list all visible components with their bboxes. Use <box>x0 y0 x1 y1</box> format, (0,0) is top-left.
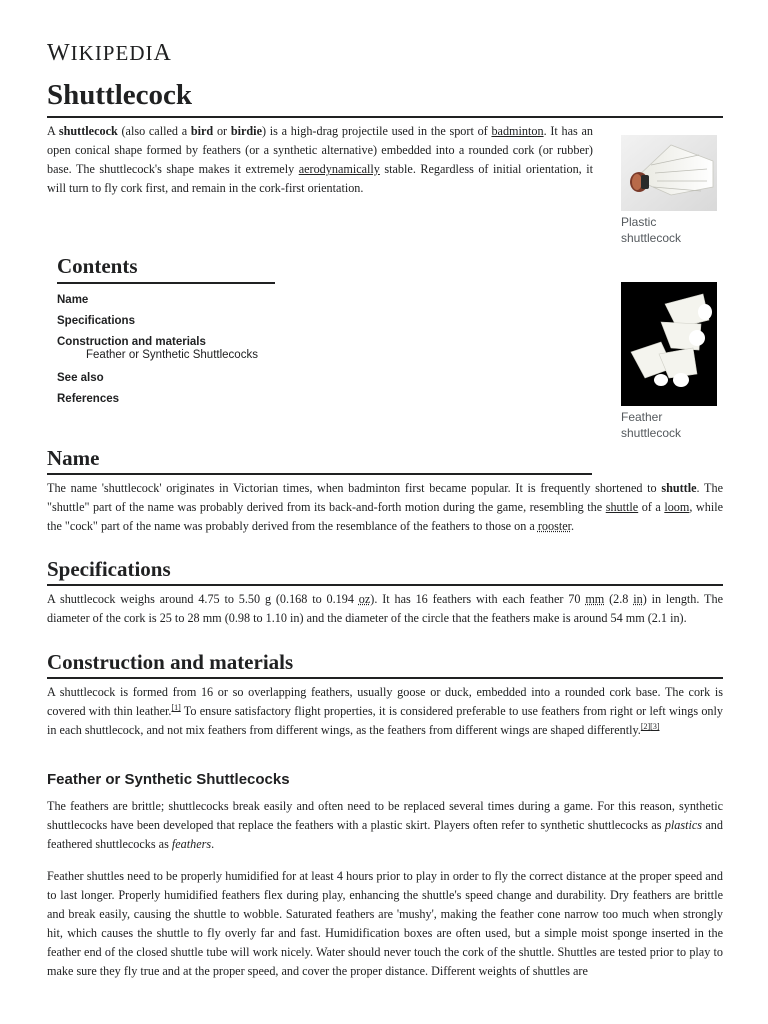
link-shuttle[interactable]: shuttle <box>605 500 639 514</box>
toc-item-references[interactable]: References <box>57 393 120 405</box>
reference-link[interactable]: [3] <box>650 721 660 731</box>
wordmark-middle: IKIPEDI <box>70 41 154 65</box>
reference-link[interactable]: [2] <box>640 721 651 731</box>
table-of-contents <box>57 252 275 410</box>
figure-feather-shuttlecock <box>621 282 717 441</box>
section-heading-specifications: Specifications <box>47 555 723 586</box>
section-heading-construction: Construction and materials <box>47 648 723 679</box>
intro-paragraph: A shuttlecock (also called a bird or birdie) is a high-drag projectile used in the sport of badminton. It has an open conical shape formed by feathers (or a synthetic alternative) embedded into a rounded cork (or rubber) base. The shuttlecock's shape makes it extremely aerodynamically stable. Regardless of initial orientation, it will turn to fly cork first, and remain in the cork-first orientation. <box>47 124 594 195</box>
figure-caption: Plastic shuttlecock <box>621 215 682 245</box>
construction-paragraph: A shuttlecock is formed from 16 or so overlapping feathers, usually goose or duck, embedded into a rounded cork base. The cork is covered with thin leather.[1] To ensure satisfactory flight properties, it is considered preferable to use feathers from right or left wings only in each shuttlecock, and not mix feathers from different wings, as the feathers from different wings are shaped differently.[2][3] <box>47 685 723 737</box>
toc-item-name[interactable]: Name <box>57 294 89 306</box>
page-title: Shuttlecock <box>47 76 723 118</box>
link-loom[interactable]: loom <box>664 500 690 514</box>
section-heading-name: Name <box>47 444 592 475</box>
link-aerodynamically[interactable]: aerodynamically <box>298 162 380 176</box>
link-rooster[interactable]: rooster <box>537 519 572 533</box>
feather-paragraph-2: Feather shuttles need to be properly humidified for at least 4 hours prior to play in order to fly the correct distance at the proper speed and to last longer. Properly humidified feathers flex during play, enhancing the shuttle's speed change and durability. Dry feathers are brittle and break easily, causing the shuttle to wobble. Saturated feathers are 'mushy', making the feather cone narrow too much when strongly hit, which causes the shuttle to fly overly far and fast. Humidification boxes are often used, but a simple moist sponge inserted in the feather end of the closed shuttle tube will work nicely. Water should never touch the cork of the shuttle. Shuttles are tested prior to play to make sure they fly true and at the proper speed, and cover the proper distance. Different weights of shuttles are <box>47 869 723 978</box>
toc-subitem-feather[interactable]: Feather or Synthetic Shuttlecocks <box>86 349 258 361</box>
bold-term: shuttlecock <box>58 124 118 138</box>
subsection-heading-feather: Feather or Synthetic Shuttlecocks <box>47 771 290 788</box>
wikipedia-wordmark[interactable] <box>47 40 172 67</box>
specifications-paragraph: A shuttlecock weighs around 4.75 to 5.50 g (0.168 to 0.194 oz). It has 16 feathers with each feather 70 mm (2.8 in) in length. The diameter of the cork is 25 to 28 mm (0.98 to 1.10 in) and the diameter of the circle that the feathers make is around 54 mm (2.1 in). <box>47 592 724 625</box>
link-in[interactable]: in <box>633 592 643 606</box>
italic-term: plastics <box>664 818 703 832</box>
plastic-shuttlecock-photo[interactable] <box>621 135 717 211</box>
toc-item-construction[interactable]: Construction and materials <box>57 336 206 348</box>
bold-term: bird <box>190 124 214 138</box>
figure-caption: Feather shuttlecock <box>621 410 682 440</box>
reference-link[interactable]: [1] <box>171 702 181 712</box>
bold-term: birdie <box>230 124 262 138</box>
figure-plastic-shuttlecock <box>621 135 717 246</box>
link-oz[interactable]: oz <box>358 592 371 606</box>
toc-item-specifications[interactable]: Specifications <box>57 315 135 327</box>
wordmark-final: A <box>153 40 172 66</box>
feather-shuttlecock-photo[interactable] <box>621 282 717 406</box>
italic-term: feathers <box>171 837 212 851</box>
link-badminton[interactable]: badminton <box>491 124 544 138</box>
toc-title: Contents <box>57 252 275 284</box>
wordmark-initial: W <box>47 40 71 66</box>
bold-term: shuttle <box>661 481 697 495</box>
name-paragraph: The name 'shuttlecock' originates in Victorian times, when badminton first became popular. It is frequently shortened to shuttle. The "shuttle" part of the name was probably derived from its back-and-forth motion during the game, resembling the shuttle of a loom, while the "cock" part of the name was probably derived from the resemblance of the feathers to those on a rooster. <box>47 481 724 533</box>
link-mm[interactable]: mm <box>585 592 605 606</box>
toc-item-see-also[interactable]: See also <box>57 372 104 384</box>
feather-paragraph-1: The feathers are brittle; shuttlecocks break easily and often need to be replaced several times during a game. For this reason, synthetic shuttlecocks have been developed that replace the feathers with a plastic skirt. Players often refer to synthetic shuttlecocks as plastics and feathered shuttlecocks as feathers. <box>47 799 723 851</box>
